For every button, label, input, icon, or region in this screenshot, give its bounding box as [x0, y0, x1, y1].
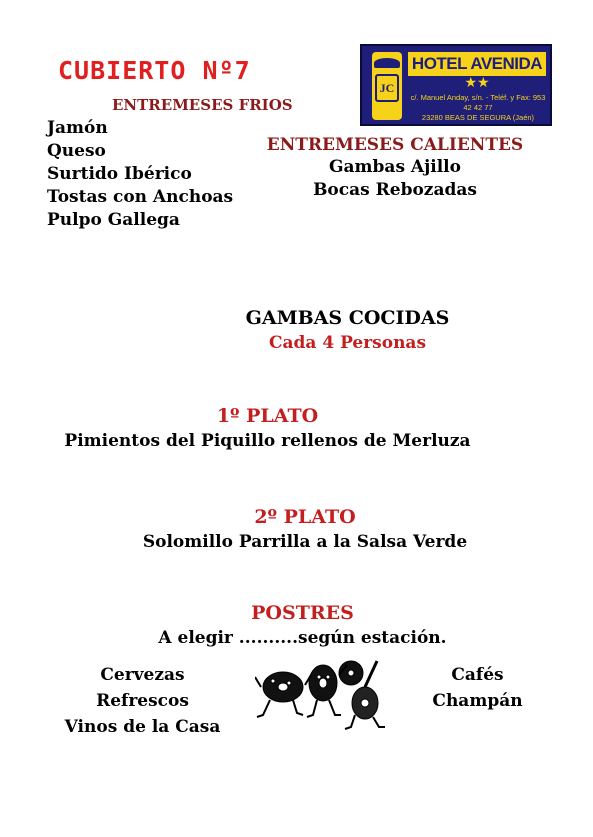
primer-plato-heading: 1º PLATO	[216, 405, 319, 427]
list-item: Surtido Ibérico	[47, 164, 192, 184]
list-item: Cervezas	[100, 665, 185, 685]
list-item: Cafés	[451, 665, 504, 685]
hotel-stars: ★★	[464, 75, 490, 91]
gambas-section	[200, 305, 495, 355]
list-item: Gambas Ajillo	[329, 157, 461, 177]
list-item: Champán	[432, 691, 523, 711]
music-records-icon	[255, 655, 400, 735]
segundo-plato-heading: 2º PLATO	[254, 506, 356, 528]
hotel-address: c/. Manuel Anday, s/n. - Teléf. y Fax: 953 42 42 77 23280 BEAS DE SEGURA (Jaén)	[410, 93, 546, 122]
list-item: Refrescos	[96, 691, 189, 711]
postres-heading: POSTRES	[251, 602, 354, 624]
list-item: Tostas con Anchoas	[47, 187, 234, 207]
entremeses-frios-list	[47, 117, 233, 232]
list-item: Queso	[47, 141, 106, 161]
hotel-name: HOTEL AVENIDA	[408, 52, 546, 76]
segundo-plato-section	[120, 504, 490, 554]
hotel-logo	[360, 44, 552, 126]
segundo-plato-dish: Solomillo Parrilla a la Salsa Verde	[142, 532, 468, 552]
list-item: Pulpo Gallega	[47, 210, 180, 230]
gambas-note: Cada 4 Personas	[268, 333, 427, 353]
monogram-icon	[372, 52, 402, 120]
postres-text: A elegir ..........según estación.	[158, 628, 447, 648]
list-item: Bocas Rebozadas	[313, 180, 477, 200]
bebidas-left	[55, 662, 230, 740]
logo-monogram: JC	[375, 74, 399, 102]
entremeses-calientes	[260, 134, 530, 202]
list-item: Vinos de la Casa	[64, 717, 221, 737]
gambas-heading: GAMBAS COCIDAS	[245, 307, 450, 329]
entremeses-frios-heading: ENTREMESES FRIOS	[112, 96, 293, 114]
postres-section	[150, 600, 455, 650]
primer-plato-section	[60, 403, 475, 453]
menu-title: CUBIERTO Nº7	[58, 56, 251, 85]
list-item: Jamón	[47, 118, 108, 138]
bebidas-right	[420, 662, 535, 714]
primer-plato-dish: Pimientos del Piquillo rellenos de Merluza	[64, 431, 471, 451]
entremeses-calientes-heading: ENTREMESES CALIENTES	[266, 135, 524, 155]
